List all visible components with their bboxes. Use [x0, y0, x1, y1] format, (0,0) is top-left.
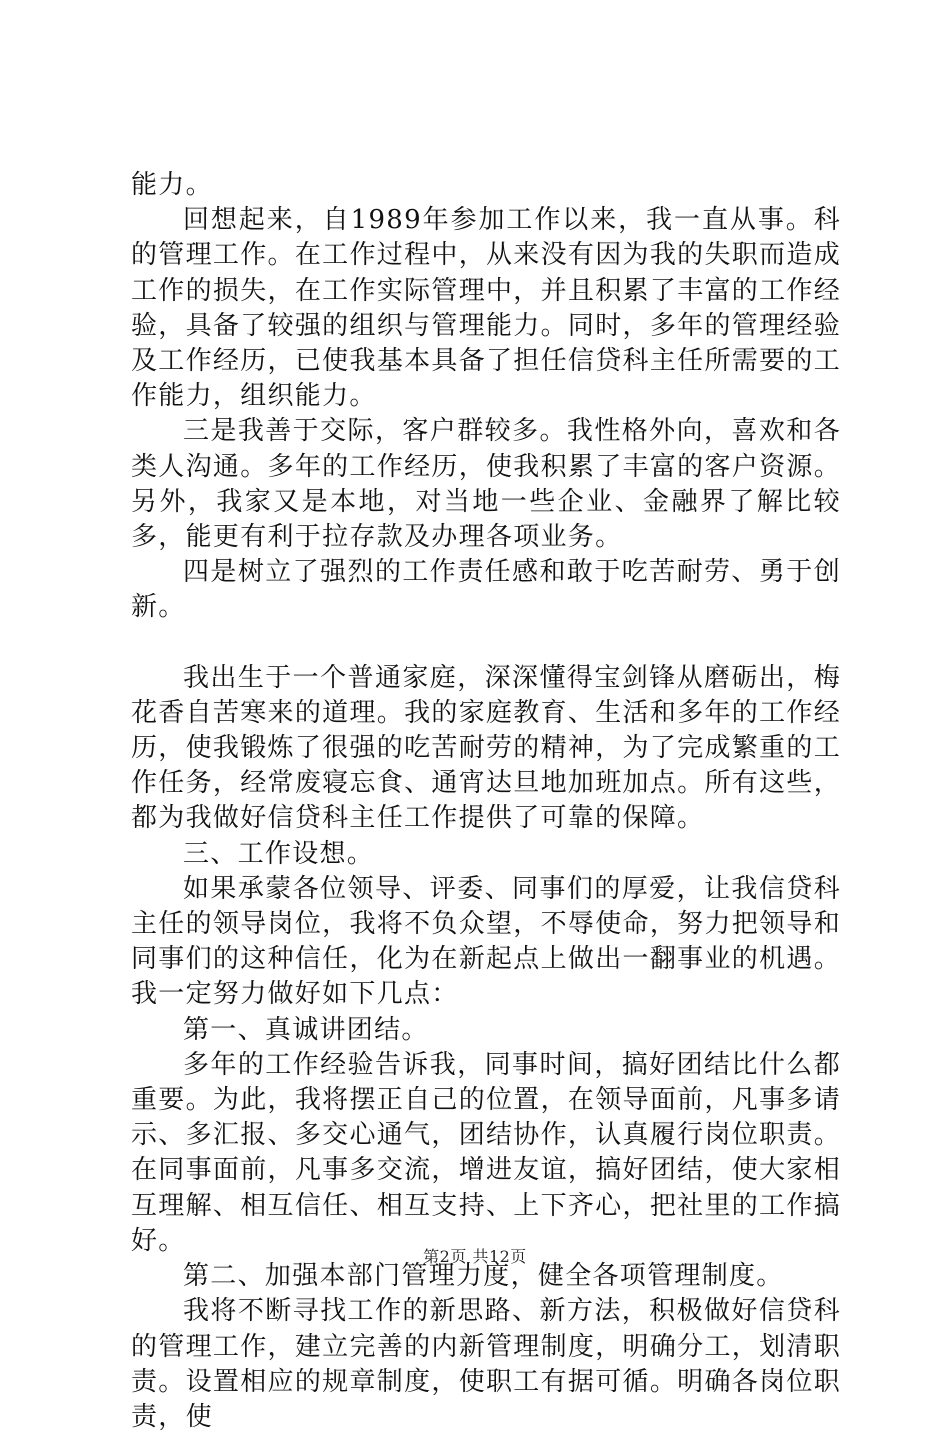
- subheading-1: 第一、真诚讲团结。: [183, 1014, 429, 1045]
- paragraph-2: 回想起来，自1989年参加工作以来，我一直从事。科的管理工作。在工作过程中，从来没有因为我的失职而造成工作的损失，在工作实际管理中，并且积累了丰富的工作经验，具备了较强的组织与管理能力。同时，多年的管理经验及工作经历，已使我基本具备了担任信贷科主任所需要的工作能力，组织能力。: [131, 205, 841, 412]
- paragraph-1: 能力。: [131, 170, 213, 200]
- page-number-footer: 第2页 共12页: [423, 1247, 527, 1266]
- section-heading: 三、工作设想。: [183, 838, 375, 869]
- paragraph-11: 我将不断寻找工作的新思路、新方法，积极做好信贷科的管理工作，建立完善的内新管理制度，明确分工，划清职责。设置相应的规章制度，使职工有据可循。明确各岗位职责，使: [131, 1296, 841, 1432]
- paragraph-gap: [131, 626, 841, 661]
- paragraph-7: 如果承蒙各位领导、评委、同事们的厚爱，让我信贷科主任的领导岗位，我将不负众望，不辱使命，努力把领导和同事们的这种信任，化为在新起点上做出一翻事业的机遇。我一定努力做好如下几点：: [131, 873, 841, 1010]
- paragraph-9: 多年的工作经验告诉我，同事时间，搞好团结比什么都重要。为此，我将摆正自己的位置，在领导面前，凡事多请示、多汇报、多交心通气，团结协作，认真履行岗位职责。在同事面前，凡事多交流，增进友谊，搞好团结，使大家相互理解、相互信任、相互支持、上下齐心，把社里的工作搞好。: [131, 1049, 841, 1256]
- paragraph-4: 四是树立了强烈的工作责任感和敢于吃苦耐劳、勇于创新。: [131, 557, 841, 623]
- paragraph-3: 三是我善于交际，客户群较多。我性格外向，喜欢和各类人沟通。多年的工作经历，使我积累了丰富的客户资源。另外，我家又是本地，对当地一些企业、金融界了解比较多，能更有利于拉存款及办理各项业务。: [131, 416, 841, 553]
- subheading-2: 第二、加强本部门管理力度，健全各项管理制度。: [183, 1261, 784, 1292]
- paragraph-5: 我出生于一个普通家庭，深深懂得宝剑锋从磨砺出，梅花香自苦寒来的道理。我的家庭教育、生活和多年的工作经历，使我锻炼了很强的吃苦耐劳的精神，为了完成繁重的工作任务，经常废寝忘食、通宵达旦地加班加点。所有这些，都为我做好信贷科主任工作提供了可靠的保障。: [131, 662, 841, 834]
